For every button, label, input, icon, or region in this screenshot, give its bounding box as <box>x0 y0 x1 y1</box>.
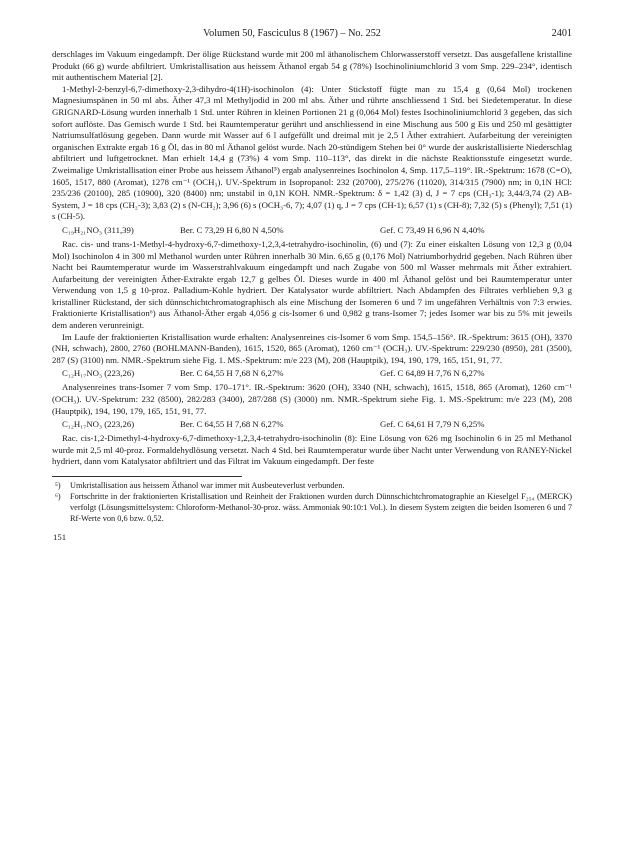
paper-page <box>52 28 572 542</box>
body-text <box>52 49 572 468</box>
analysis-formula: C₁₂H₁₇NO₃ (223,26) <box>62 419 135 430</box>
analysis-calculated: Ber. C 73,29 H 6,80 N 4,50% <box>180 224 284 235</box>
footnote-text: Umkristallisation aus heissem Äthanol war immer mit Ausbeuteverlust verbunden. <box>70 481 345 490</box>
elemental-analysis <box>52 418 572 431</box>
footnote <box>52 480 572 491</box>
paragraph: derschlages im Vakuum eingedampft. Der ölige Rückstand wurde mit 200 ml äthanolischem Chlorwasserstoff versetzt. Das ausgefallene kristalline Produkt (66 g) wurde abfiltriert. Umkristallisation aus heissem Äthanol ergab 54 g (78%) Isochinoliniumchlorid 3 vom Smp. 229–234°, identisch mit authentischem Material [2]. <box>52 49 572 83</box>
paragraph: Im Laufe der fraktionierten Kristallisation wurde erhalten: Analysenreines cis-Isomer 6 vom Smp. 154,5–156°. IR.-Spektrum: 3615 (OH), 3370 (NH, schwach), 2800, 2760 (BOHLMANN-Banden), 1615, 1520, 865 (Aromat), 1260 cm⁻¹ (OCH₃). UV.-Spektrum: 229/230 (8950), 281 (3500), 287 (S) (3100) nm. NMR.-Spektrum siehe Fig. 1. MS.-Spektrum: m/e 223 (M), 208 (Hauptpik), 194, 190, 179, 165, 151, 91, 77. <box>52 331 572 365</box>
page-number: 151 <box>53 532 67 542</box>
analysis-found: Gef. C 64,61 H 7,79 N 6,25% <box>380 419 485 430</box>
footnote-text: Fortschritte in der fraktionierten Kristallisation und Reinheit der Fraktionen wurden durch Dünnschichtchromatographie an Kieselgel F₂₅₄ (MERCK) verfolgt (Lösungsmittelsystem: Chloroform-Methanol-30-proz. wäss. Ammoniak 90:10:1 Vol.). In diesem System zeigten die beiden Isomeren 6 und 7 Rf-Werte von 0,6 bzw. 0,52. <box>70 492 572 523</box>
footnote <box>52 491 572 524</box>
analysis-formula: C₁₂H₁₇NO₃ (223,26) <box>62 368 135 379</box>
elemental-analysis <box>52 367 572 380</box>
paragraph: Rac. cis- und trans-1-Methyl-4-hydroxy-6,7-dimethoxy-1,2,3,4-tetrahydro-isochinolin, (6) und (7): Zu einer eiskalten Lösung von 12,3 g (0,04 Mol) Isochinolon 4 in 300 ml Methanol wurden unter Rühren innerhalb 30 Min. 6,65 g (0,176 Mol) Natriumborhydrid gegeben. Nach Rühren über Nacht bei Raumtemperatur wurde im Wasserstrahlvakuum eingedampft und nach Zugabe von 500 ml Wasser mehrmals mit Äther extrahiert. Aufarbeitung der vereinigten Äther-Extrakte ergab 12,7 g gelbes Öl. Dieses wurde in 400 ml Äthanol gelöst und bei Raumtemperatur unter Verwendung von 1,5 g 10-proz. Palladium-Kohle hydriert. Der Katalysator wurde abfiltriert. Nach Abdampfen des Filtrates verblieben 9,3 g kristalliner Rückstand, der sich dünnschichtchromatographisch als eine Mischung der Isomeren 6 und 7 im ungefähren Verhältnis von 7:3 erwies. Fraktionierte Kristallisation⁶) aus Äthanol-Äther ergab 4,056 g cis-Isomer 6 und 0,982 g trans-Isomer 7; jedes Isomer war bis zu 5% mit jeweils dem anderen verunreinigt. <box>52 238 572 331</box>
header-page-number: 2401 <box>551 28 572 39</box>
footnote-mark: ⁵) <box>55 481 61 490</box>
analysis-found: Gef. C 73,49 H 6,96 N 4,40% <box>380 224 485 235</box>
footnote-divider <box>52 476 242 477</box>
analysis-calculated: Ber. C 64,55 H 7,68 N 6,27% <box>180 419 284 430</box>
paragraph: Analysenreines trans-Isomer 7 vom Smp. 170–171°. IR.-Spektrum: 3620 (OH), 3340 (NH, schwach), 1615, 1518, 865 (Aromat), 1260 cm⁻¹ (OCH₃). UV.-Spektrum: 232 (8500), 282/283 (3400), 287/288 (S) (3000) nm. NMR.-Spektrum siehe Fig. 1. MS.-Spektrum: m/e 223 (M), 208 (Hauptpik), 194, 190, 179, 165, 151, 91, 77. <box>52 382 572 416</box>
paragraph: Rac. cis-1,2-Dimethyl-4-hydroxy-6,7-dimethoxy-1,2,3,4-tetrahydro-isochinolin (8): Eine Lösung von 626 mg Isochinolin 6 in 25 ml Methanol wurde mit 2,5 ml 40-proz. Formaldehydlösung versetzt. Nach 4 Std. bei Raumtemperatur wurde über Nacht unter Verwendung von RANEY-Nickel hydriert, dann vom Katalysator abfiltriert und das Filtrat im Vakuum eingedampft. Der feste <box>52 433 572 467</box>
footnote-mark: ⁶) <box>55 492 61 501</box>
running-header <box>52 28 572 42</box>
analysis-found: Gef. C 64,89 H 7,76 N 6,27% <box>380 368 485 379</box>
analysis-formula: C₁₉H₂₁NO₃ (311,39) <box>62 224 134 235</box>
analysis-calculated: Ber. C 64,55 H 7,68 N 6,27% <box>180 368 284 379</box>
paragraph: 1-Methyl-2-benzyl-6,7-dimethoxy-2,3-dihydro-4(1H)-isochinolon (4): Unter Stickstoff fügte man zu 15,4 g (0,64 Mol) trockenen Magnesiumspänen in 50 ml abs. Äther 47,3 ml Methyljodid in 200 ml abs. Äther und rührte anschliessend 1 Std. bei Siedetemperatur. In diese GRIGNARD-Lösung wurden innerhalb 1 Std. unter Rühren in kleinen Portionen 21 g (0,064 Mol) festes Isochinoliniumchlorid 3 gegeben, das sich sofort auflöste. Das Gemisch wurde 1 Std. bei Raumtemperatur gerührt und anschliessend in eine Mischung aus 500 g Eis und 250 ml gesättigter Natriumsulfatlösung gegeben. Dann wurde mit Wasser auf 6 l aufgefüllt und dreimal mit je 2,5 l Äther extrahiert. Aufarbeitung der vereinigten organischen Extrakte ergab 16 g Öl, das in 80 ml Äthanol gelöst wurde. Nach 20-stündigem Stehen bei 0° wurde der auskristallisierte Niederschlag abfiltriert und luftgetrocknet. Man erhielt 14,4 g (73%) 4 vom Smp. 110–113°, das direkt in die nächste Reaktionsstufe eingesetzt wurde. Zweimalige Umkristallisation einer Probe aus heissem Äthanol⁵) ergab analysenreines Isochinolon 4, Smp. 117,5–119°. IR.-Spektrum: 1678 (C=O), 1605, 1517, 880 (Aromat), 1278 cm⁻¹ (OCH₃). UV.-Spektrum in Isopropanol: 232 (20700), 275/276 (11020), 314/315 (7900) nm; in 0,1N HCl: 235/236 (20100), 285 (10900), 320 (8400) nm; unstabil in 0,1N KOH. NMR.-Spektrum: δ = 1,42 (3) d, J = 7 cps (CH₃-1); 3,44/3,74 (2) AB-System, J = 18 cps (CH₂-3); 3,83 (2) s (N-CH₂); 3,96 (6) s (OCH₃-6, 7); 4,07 (1) q, J = 7 cps (CH-1); 6,57 (1) s (CH-8); 7,32 (5) s (Phenyl); 7,51 (1) s (CH-5). <box>52 83 572 222</box>
elemental-analysis <box>52 224 572 237</box>
journal-citation: Volumen 50, Fasciculus 8 (1967) – No. 252 <box>203 28 381 39</box>
